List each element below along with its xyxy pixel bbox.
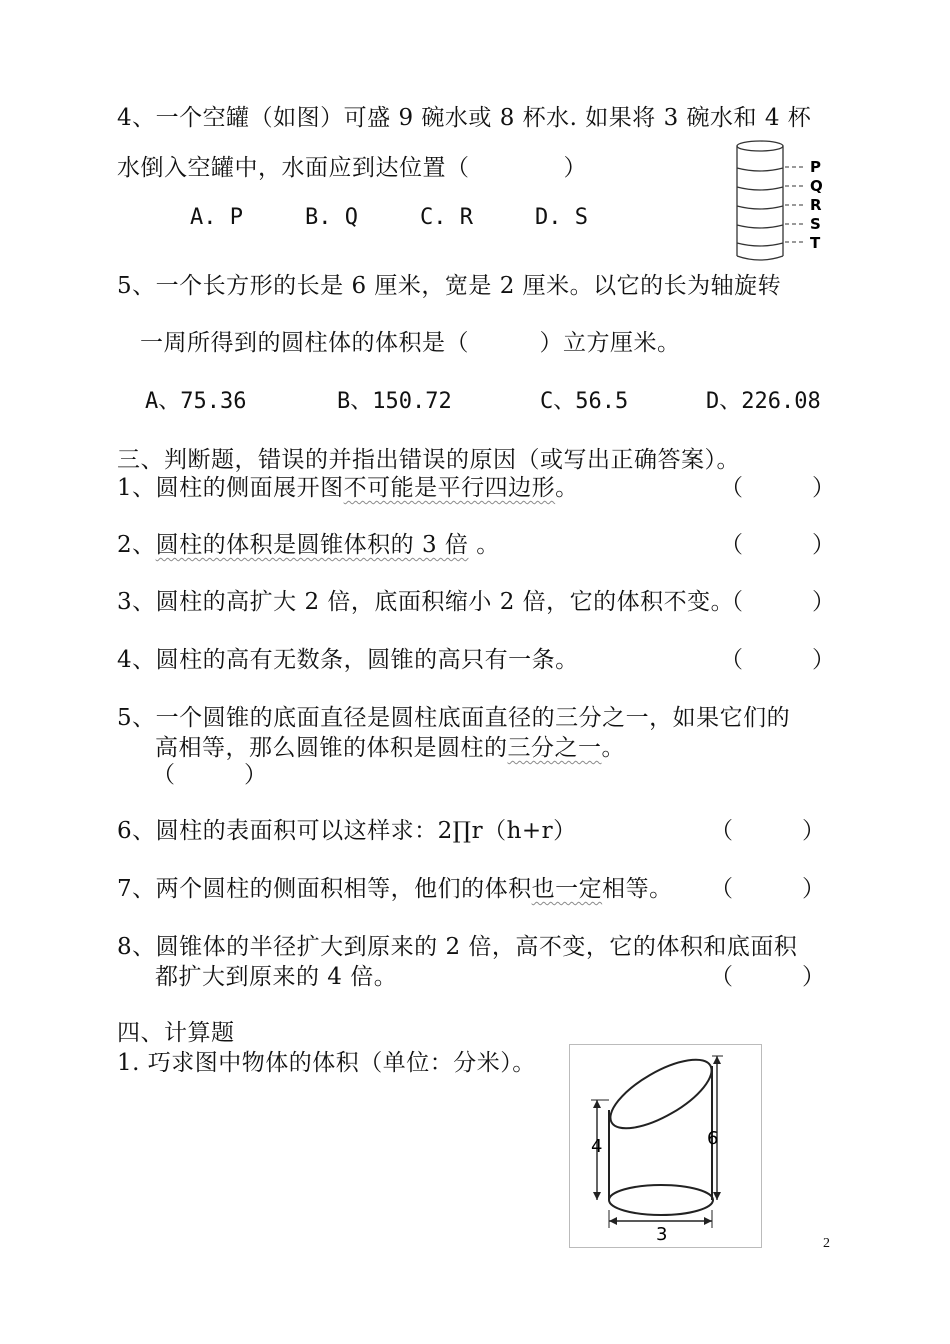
q4-option-b: B. Q [305,205,358,230]
right-height-label: 6 [707,1128,719,1149]
jar-label-q: Q [810,177,823,195]
section4-heading: 四、计算题 [117,1020,235,1046]
q4-option-d: D. S [535,205,588,230]
q5-option-d: D、226.08 [706,389,821,414]
answer-paren-5[interactable]: （ ） [152,762,267,788]
section3-heading: 三、判断题，错误的并指出错误的原因（或写出正确答案）。 [117,447,740,473]
jar-label-t: T [810,234,821,252]
q5-line1: 5、一个长方形的长是 6 厘米，宽是 2 厘米。以它的长为轴旋转 [117,273,782,299]
jar-figure [728,134,828,264]
answer-paren-4[interactable]: （ ） [720,647,835,673]
q4-option-a: A. P [190,205,243,230]
jar-label-s: S [810,215,821,233]
judge-item-4: 4、圆柱的高有无数条，圆锥的高只有一条。 [117,647,579,673]
judge-item-7: 7、两个圆柱的侧面积相等，他们的体积也一定相等。 [117,876,673,902]
answer-paren-8[interactable]: （ ） [710,964,825,990]
judge-item-1: 1、圆柱的侧面展开图不可能是平行四边形。 [117,475,579,501]
judge-item-6: 6、圆柱的表面积可以这样求：2∏r（h+r） [117,818,577,844]
judge-item-5-line1: 5、一个圆锥的底面直径是圆柱底面直径的三分之一，如果它们的 [117,705,791,731]
page-number: 2 [823,1236,830,1251]
answer-paren-7[interactable]: （ ） [710,876,825,902]
judge-item-2: 2、圆柱的体积是圆锥体积的 3 倍 。 [117,532,500,558]
section4-item-1: 1. 巧求图中物体的体积（单位：分米）。 [117,1050,536,1076]
answer-paren-2[interactable]: （ ） [720,532,835,558]
answer-paren-6[interactable]: （ ） [710,818,825,844]
q4-option-c: C. R [420,205,473,230]
judge-item-3: 3、圆柱的高扩大 2 倍，底面积缩小 2 倍，它的体积不变。 [117,589,735,615]
jar-label-r: R [810,196,822,214]
judge-item-8-line1: 8、圆锥体的半径扩大到原来的 2 倍，高不变，它的体积和底面积 [117,934,798,960]
q4-line1: 4、一个空罐（如图）可盛 9 碗水或 8 杯水. 如果将 3 碗水和 4 杯 [117,105,812,131]
q4-line2: 水倒入空罐中，水面应到达位置（ ） [117,155,587,181]
diameter-label: 3 [656,1224,668,1245]
jar-label-p: P [810,158,821,176]
judge-item-8-line2: 都扩大到原来的 4 倍。 [155,964,398,990]
answer-paren-3[interactable]: （ ） [720,589,835,615]
left-height-label: 4 [591,1136,603,1157]
judge-item-5-line2: 高相等，那么圆锥的体积是圆柱的三分之一。 [155,735,625,761]
answer-paren-1[interactable]: （ ） [720,475,835,501]
q5-option-c: C、56.5 [540,389,629,414]
q5-line2: 一周所得到的圆柱体的体积是（ ）立方厘米。 [140,330,681,356]
cut-cylinder-figure [569,1044,762,1248]
q5-option-a: A、75.36 [145,389,247,414]
q5-option-b: B、150.72 [337,389,452,414]
